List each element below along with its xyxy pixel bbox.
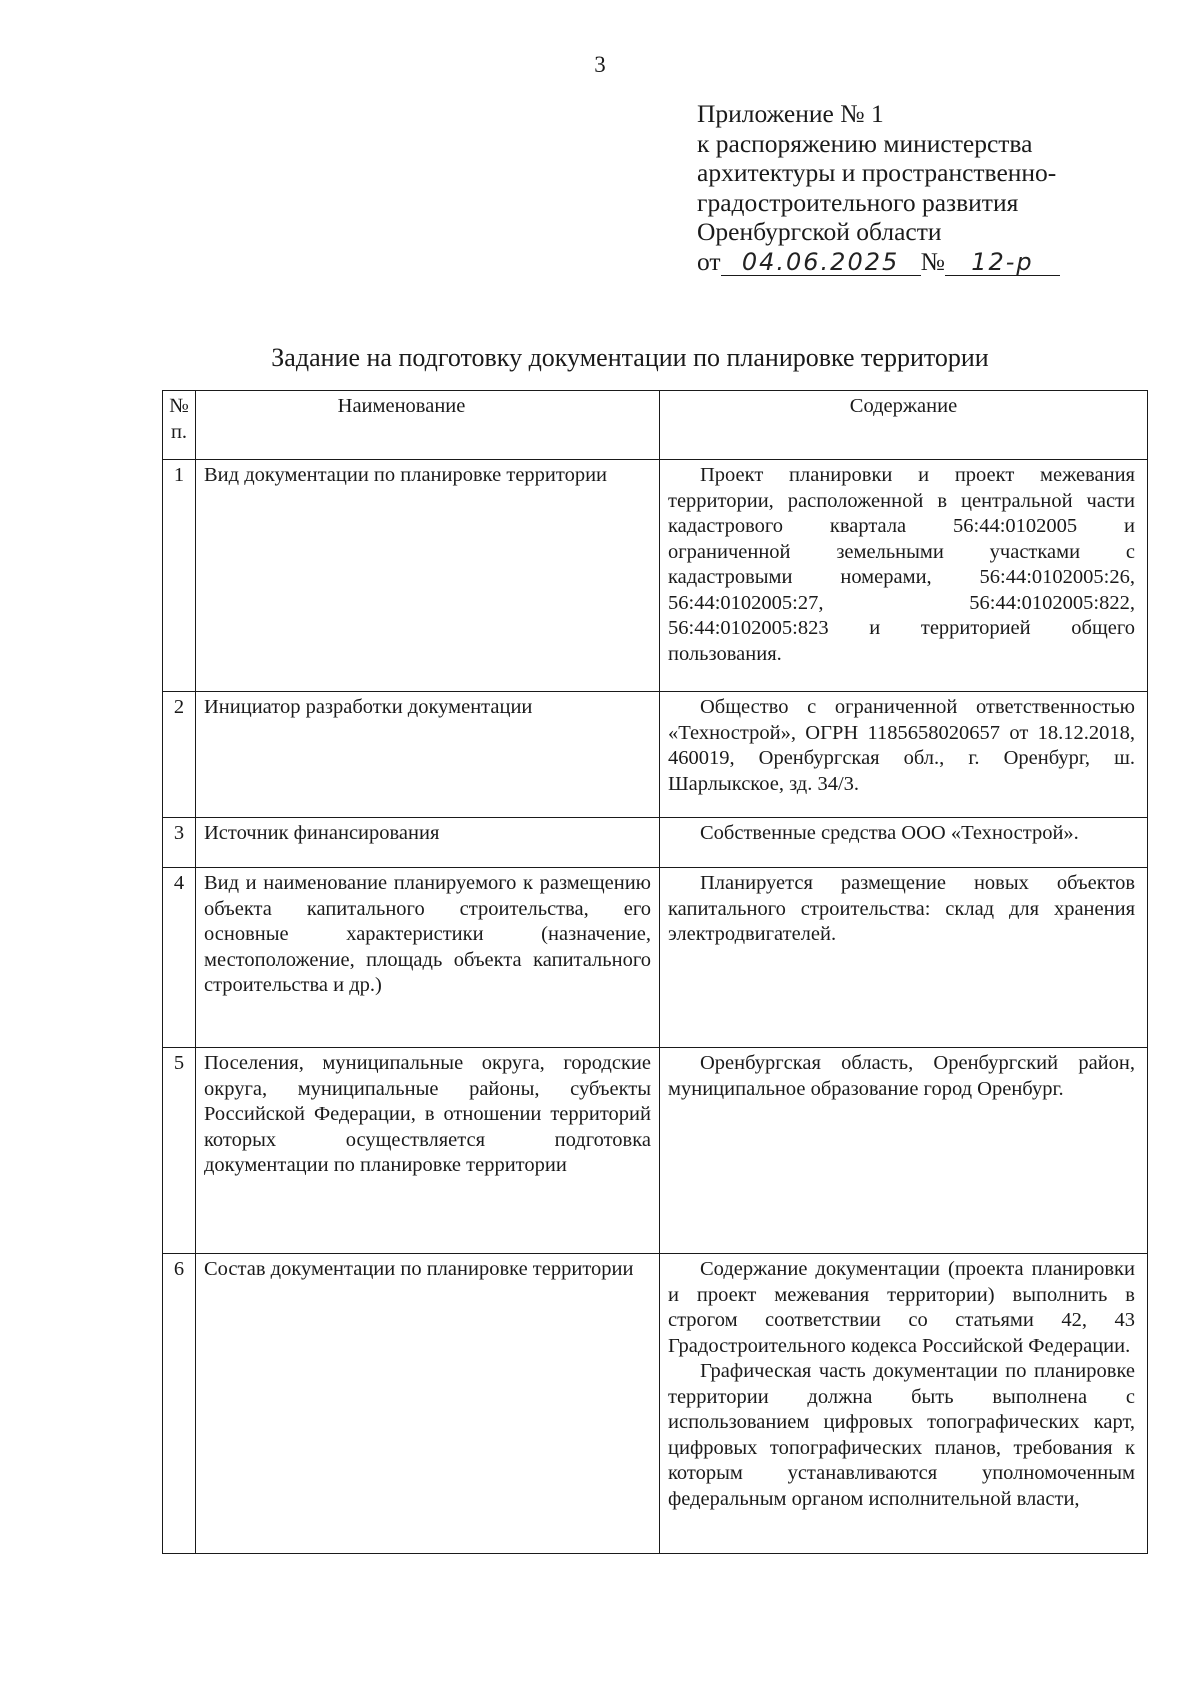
appendix-line: к распоряжению министерства bbox=[697, 128, 1033, 158]
row-number: 3 bbox=[163, 818, 196, 868]
header-content: Содержание bbox=[660, 391, 1148, 460]
row-name: Состав документации по планировке территории bbox=[196, 1254, 660, 1554]
table-row bbox=[163, 1048, 1148, 1254]
content-paragraph: Планируется размещение новых объектов капитального строительства: склад для хранения электродвигателей. bbox=[668, 872, 1135, 945]
appendix-date-line bbox=[697, 247, 1060, 277]
header-name: Наименование bbox=[196, 391, 660, 460]
table-row bbox=[163, 460, 1148, 692]
handwritten-date: 04.06.2025 bbox=[721, 249, 921, 276]
content-paragraph: Графическая часть документации по планировке территории должна быть выполнена с использованием цифровых топографических карт, цифровых топографических планов, требования к которым устанавливаются уполномоченным федеральным органом исполнительной власти, bbox=[668, 1360, 1135, 1510]
row-content bbox=[660, 1254, 1148, 1554]
table-header-row bbox=[163, 391, 1148, 460]
table-row bbox=[163, 1254, 1148, 1554]
content-paragraph: Собственные средства ООО «Технострой». bbox=[700, 822, 1079, 844]
header-num: № п. bbox=[163, 391, 196, 460]
content-paragraph: Проект планировки и проект межевания территории, расположенной в центральной части кадастрового квартала 56:44:0102005 и ограниченной земельными участками с кадастровыми номерами, 56:44:0102005:26, 56:44:0102005:27, 56:44:0102005:822, 56:44:0102005:823 и территорией общего пользования. bbox=[668, 464, 1135, 665]
row-name: Инициатор разработки документации bbox=[196, 692, 660, 818]
row-content bbox=[660, 460, 1148, 692]
appendix-line: градостроительного развития bbox=[697, 187, 1019, 217]
page-number: 3 bbox=[594, 52, 606, 77]
row-number: 1 bbox=[163, 460, 196, 692]
row-number: 6 bbox=[163, 1254, 196, 1554]
appendix-line: Приложение № 1 bbox=[697, 99, 884, 128]
row-content bbox=[660, 692, 1148, 818]
row-name: Вид документации по планировке территории bbox=[196, 460, 660, 692]
table-row bbox=[163, 868, 1148, 1048]
handwritten-number: 12-р bbox=[945, 249, 1060, 276]
row-content bbox=[660, 818, 1148, 868]
document-title: Задание на подготовку документации по планировке территории bbox=[271, 343, 989, 372]
task-table bbox=[162, 390, 1148, 1554]
appendix-line: архитектуры и пространственно- bbox=[697, 158, 1057, 187]
content-paragraph: Оренбургская область, Оренбургский район, муниципальное образование город Оренбург. bbox=[668, 1052, 1135, 1100]
row-number: 5 bbox=[163, 1048, 196, 1254]
task-table-container bbox=[162, 390, 1148, 1579]
date-prefix: от bbox=[697, 246, 721, 276]
row-name: Вид и наименование планируемого к размещению объекта капитального строительства, его основные характеристики (назначение, местоположение, площадь объекта капитального строительства и др.) bbox=[196, 868, 660, 1048]
table-row bbox=[163, 818, 1148, 868]
row-number: 4 bbox=[163, 868, 196, 1048]
row-content bbox=[660, 868, 1148, 1048]
table-row bbox=[163, 692, 1148, 818]
content-paragraph: Общество с ограниченной ответственностью «Технострой», ОГРН 1185658020657 от 18.12.2018, 460019, Оренбургская обл., г. Оренбург, ш. Шарлыкское, зд. 34/3. bbox=[668, 696, 1135, 795]
number-label: № bbox=[920, 246, 945, 276]
row-name: Поселения, муниципальные округа, городские округа, муниципальные районы, субъекты Российской Федерации, в отношении территорий которых осуществляется подготовка документации по планировке территории bbox=[196, 1048, 660, 1254]
appendix-line: Оренбургской области bbox=[697, 217, 942, 246]
content-paragraph: Содержание документации (проекта планировки и проект межевания территории) выполнить в строгом соответствии со статьями 42, 43 Градостроительного кодекса Российской Федерации. bbox=[668, 1258, 1135, 1357]
row-number: 2 bbox=[163, 692, 196, 818]
row-name: Источник финансирования bbox=[196, 818, 660, 868]
row-content bbox=[660, 1048, 1148, 1254]
appendix-block bbox=[697, 99, 1060, 276]
